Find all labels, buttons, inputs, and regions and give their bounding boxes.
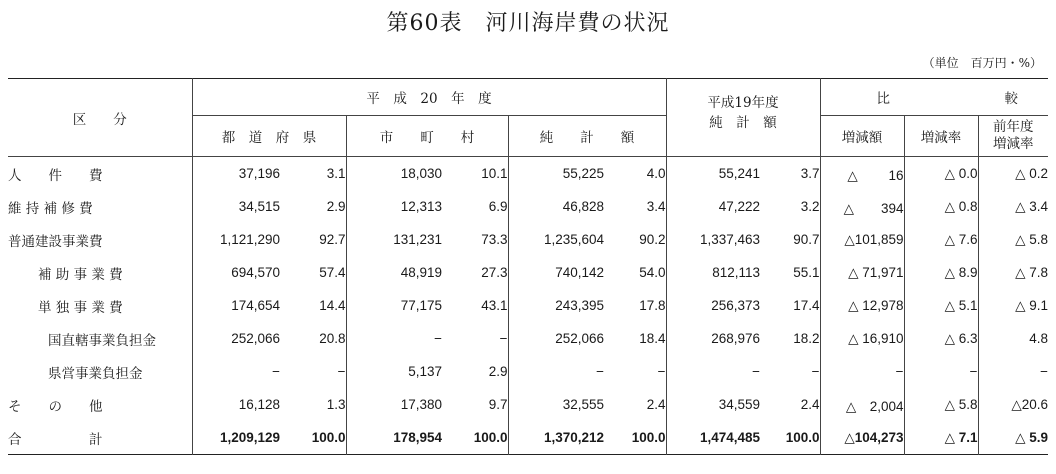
rate-value: △ 5.1 [904, 289, 978, 322]
pref-pct: 92.7 [319, 232, 346, 247]
rate-value: △ 0.0 [904, 157, 978, 191]
h19-value: 812,113 [666, 256, 760, 289]
net-value: 243,395 [508, 289, 604, 322]
net-value: 55,225 [508, 157, 604, 191]
muni-value: 77,175 [346, 289, 442, 322]
prev-rate-value: − [978, 355, 1048, 388]
table-row [8, 256, 1048, 289]
row-label: 普通建設事業費 [8, 233, 103, 250]
row-label: 単 独 事 業 費 [38, 299, 123, 316]
net-value: 740,142 [508, 256, 604, 289]
net-pct: − [657, 364, 666, 379]
net-value: − [508, 355, 604, 388]
unit-note: （単位 百万円・%） [922, 56, 1042, 70]
h19-pct: 17.4 [793, 298, 820, 313]
header-junkei: 純 計 額 [508, 116, 666, 157]
muni-value: 17,380 [346, 388, 442, 421]
muni-pct: 9.7 [488, 397, 508, 412]
rate-value: △ 7.1 [904, 421, 978, 455]
diff-value: △ 12,978 [820, 289, 904, 322]
row-label: 県営事業負担金 [48, 365, 143, 382]
net-value: 32,555 [508, 388, 604, 421]
h19-pct: − [811, 364, 820, 379]
table-row-total [8, 421, 1048, 455]
pref-value: 37,196 [192, 157, 280, 191]
muni-value: − [346, 322, 442, 355]
pref-pct: − [337, 364, 346, 379]
table-row [8, 322, 1048, 355]
table-title: 第60表 河川海岸費の状況 [386, 11, 670, 36]
diff-value: − [820, 355, 904, 388]
prev-rate-value: △ 5.9 [978, 421, 1048, 455]
prev-rate-value: △ 9.1 [978, 289, 1048, 322]
pref-pct: 20.8 [319, 331, 346, 346]
prev-rate-value: △ 5.8 [978, 223, 1048, 256]
rate-value: △ 5.8 [904, 388, 978, 421]
header-kubun-label: 区 分 [72, 111, 127, 128]
pref-value: 1,121,290 [192, 223, 280, 256]
pref-value: 174,654 [192, 289, 280, 322]
rate-value: − [904, 355, 978, 388]
pref-pct: 14.4 [319, 298, 346, 313]
h19-value: − [666, 355, 760, 388]
h19-value: 34,559 [666, 388, 760, 421]
net-value: 252,066 [508, 322, 604, 355]
diff-value: △101,859 [820, 223, 904, 256]
header-heisei20: 平 成 20 年 度 [192, 79, 666, 116]
muni-pct: 2.9 [488, 364, 508, 379]
muni-pct: 10.1 [481, 166, 508, 181]
pref-value: − [192, 355, 280, 388]
pref-value: 1,209,129 [192, 421, 280, 455]
pref-pct: 100.0 [311, 430, 346, 445]
row-label: そ の 他 [8, 398, 103, 415]
h19-value: 256,373 [666, 289, 760, 322]
h19-pct: 90.7 [793, 232, 820, 247]
muni-value: 5,137 [346, 355, 442, 388]
diff-value: △ 16 [820, 157, 904, 191]
net-pct: 54.0 [639, 265, 666, 280]
muni-pct: 43.1 [481, 298, 508, 313]
header-zennen [978, 116, 1048, 157]
h19-pct: 2.4 [800, 397, 820, 412]
table-row [8, 289, 1048, 322]
net-value: 1,370,212 [508, 421, 604, 455]
net-pct: 18.4 [639, 331, 666, 346]
header-heisei19-line1: 平成19年度 [707, 95, 779, 111]
h19-value: 268,976 [666, 322, 760, 355]
h19-pct: 100.0 [785, 430, 820, 445]
muni-pct: 6.9 [488, 199, 508, 214]
diff-value: △104,273 [820, 421, 904, 455]
header-comparison [820, 79, 1048, 116]
muni-value: 178,954 [346, 421, 442, 455]
h19-pct: 3.7 [800, 166, 820, 181]
header-zougen-ritsu: 増減率 [904, 116, 978, 157]
prev-rate-value: 4.8 [978, 322, 1048, 355]
table-row [8, 190, 1048, 223]
muni-value: 131,231 [346, 223, 442, 256]
rate-value: △ 6.3 [904, 322, 978, 355]
river-coast-expense-table [8, 78, 1048, 455]
table-row [8, 355, 1048, 388]
pref-pct: 1.3 [326, 397, 346, 412]
net-pct: 90.2 [639, 232, 666, 247]
row-label: 国直轄事業負担金 [48, 332, 156, 349]
muni-pct: − [499, 331, 508, 346]
net-pct: 17.8 [639, 298, 666, 313]
table-row [8, 157, 1048, 191]
diff-value: △ 71,971 [820, 256, 904, 289]
row-label: 合 計 [8, 431, 103, 448]
prev-rate-value: △20.6 [978, 388, 1048, 421]
prev-rate-value: △ 3.4 [978, 190, 1048, 223]
prev-rate-value: △ 7.8 [978, 256, 1048, 289]
header-todofuken: 都 道 府 県 [192, 116, 346, 157]
row-label: 補 助 事 業 費 [38, 266, 123, 283]
net-value: 1,235,604 [508, 223, 604, 256]
h19-value: 55,241 [666, 157, 760, 191]
muni-pct: 27.3 [481, 265, 508, 280]
pref-value: 252,066 [192, 322, 280, 355]
table-row [8, 223, 1048, 256]
header-kubun [8, 79, 192, 157]
pref-value: 694,570 [192, 256, 280, 289]
net-pct: 2.4 [646, 397, 666, 412]
rate-value: △ 8.9 [904, 256, 978, 289]
header-kaku: 較 [1004, 91, 1019, 107]
muni-value: 12,313 [346, 190, 442, 223]
diff-value: △ 394 [820, 190, 904, 223]
net-pct: 100.0 [631, 430, 666, 445]
h19-value: 1,337,463 [666, 223, 760, 256]
muni-pct: 73.3 [481, 232, 508, 247]
muni-value: 18,030 [346, 157, 442, 191]
h19-pct: 55.1 [793, 265, 820, 280]
rate-value: △ 0.8 [904, 190, 978, 223]
header-zougen-gaku: 増減額 [820, 116, 904, 157]
row-label: 維 持 補 修 費 [8, 200, 93, 217]
h19-value: 47,222 [666, 190, 760, 223]
diff-value: △ 2,004 [820, 388, 904, 421]
rate-value: △ 7.6 [904, 223, 978, 256]
header-hi: 比 [876, 91, 890, 107]
muni-pct: 100.0 [473, 430, 508, 445]
row-label: 人 件 費 [8, 167, 103, 184]
net-pct: 3.4 [646, 199, 666, 214]
muni-value: 48,919 [346, 256, 442, 289]
pref-pct: 2.9 [326, 199, 346, 214]
header-zennen-line2: 増減率 [993, 136, 1034, 152]
header-heisei19-line2: 純 計 額 [709, 115, 777, 131]
h19-value: 1,474,485 [666, 421, 760, 455]
h19-pct: 18.2 [793, 331, 820, 346]
diff-value: △ 16,910 [820, 322, 904, 355]
net-pct: 4.0 [646, 166, 666, 181]
header-zennen-line1: 前年度 [993, 119, 1034, 135]
net-value: 46,828 [508, 190, 604, 223]
prev-rate-value: △ 0.2 [978, 157, 1048, 191]
table-row [8, 388, 1048, 421]
header-shichoson: 市 町 村 [346, 116, 508, 157]
h19-pct: 3.2 [800, 199, 820, 214]
pref-pct: 3.1 [326, 166, 346, 181]
pref-pct: 57.4 [319, 265, 346, 280]
pref-value: 34,515 [192, 190, 280, 223]
pref-value: 16,128 [192, 388, 280, 421]
header-heisei19 [666, 79, 820, 157]
